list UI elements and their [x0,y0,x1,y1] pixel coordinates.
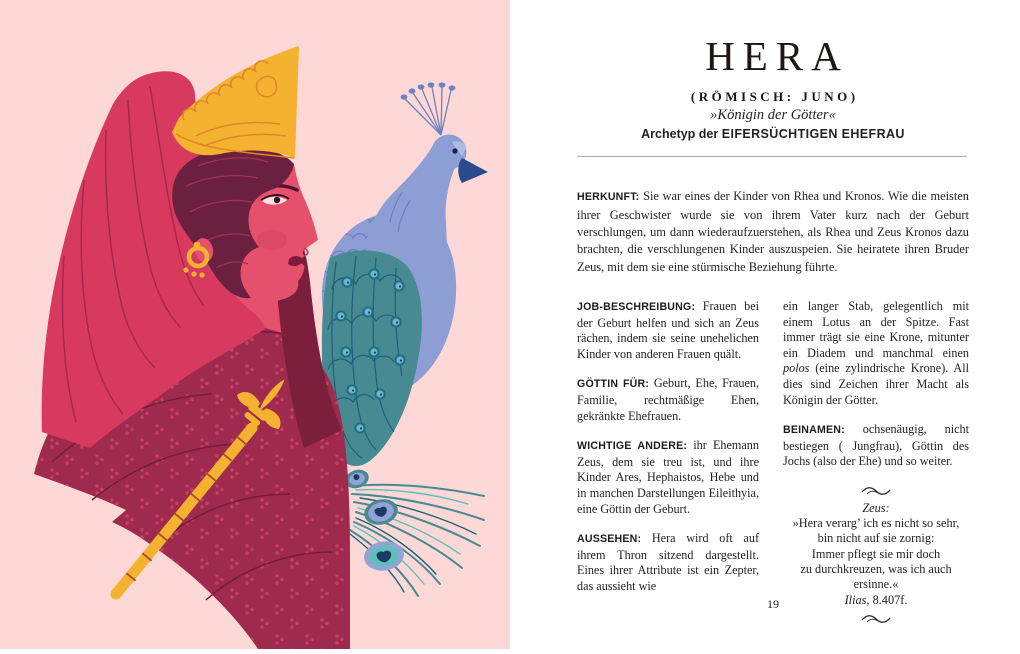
quote-line: zu durchkreuzen, was ich auch ersinne.« [800,561,952,591]
section-divider [577,156,967,157]
goettin-paragraph [577,376,759,424]
beinamen-paragraph [783,422,969,470]
beinamen-label: BEINAMEN: [783,424,845,437]
quote-source-ref: 8.407f. [869,593,908,608]
quote-source-work: Ilias, [844,593,870,608]
beinamen-text: ochsenäugig, nicht bestiegen ( Jungfrau), Göttin des Jochs (also der Ehe) und so weiter. [783,422,969,469]
quote-line: »Hera verarg’ ich es nicht so sehr, [792,516,960,531]
job-text: Frauen bei der Geburt helfen und sich an Zeus rächen, indem sie seine unehelichen Kinder von anderen Frauen quält. [577,299,760,361]
quote-ornament-icon [861,613,891,625]
aussehen-text: Hera wird oft auf ihrem Thron sitzend dargestellt. Eines ihrer Attribute ist ein Zepter, das aussieht wie [577,531,759,593]
aussehen-paragraph [577,531,759,594]
job-label: JOB-BESCHREIBUNG: [577,301,696,313]
epithet: »Königin der Götter« [710,107,836,123]
peacock-eye [452,148,457,153]
quote-line: Immer pflegt sie mir doch [811,546,941,561]
quote-line: bin nicht auf sie zornig: [817,531,935,546]
archetype-prefix: Archetyp der [641,127,719,141]
right-column [783,299,969,629]
wichtige-text: ihr Ehemann Zeus, dem sie treu ist, und ihre Kinder Ares, Hephaistos, Hebe und in manchen Darstellungen Eileithyia, eine Göttin der Geburt. [577,438,759,516]
roman-name: (RÖMISCH: JUNO) [690,89,859,104]
illustration-panel [0,0,510,649]
page-header [577,34,969,141]
text-page [510,0,1020,649]
page-title: HERA [705,33,849,79]
herkunft-text: Sie war eines der Kinder von Rhea und Kronos. Wie die meisten ihrer Geschwister wurde sie von ihrem Vater kurz nach der Geburt verschlungen, um dann wiederaufzuerstehen, als Rhea und Zeus Kronos dazu brachten, die verschlungenen Kinder auszuspeien. Sie heiratete ihren Bruder Zeus, mit dem sie eine stürmische Beziehung führte. [577,189,969,274]
wichtige-label: WICHTIGE ANDERE: [577,440,688,453]
aussehen-label: AUSSEHEN: [577,533,642,546]
aussehen-continuation [783,299,969,408]
cheek-blush [257,230,287,250]
two-column-section [577,299,969,629]
hera-illustration [0,0,510,649]
quote-attribution: Zeus: [862,500,890,515]
herkunft-label: HERKUNFT: [577,191,640,204]
continuation-part1: ein langer Stab, gelegentlich mit einem Lotus an der Spitze. Fast immer trägt sie eine Krone, mitunter ein Diadem und manchmal einen [783,299,969,360]
goettin-text: Geburt, Ehe, Frauen, Familie, rechtmäßige Ehen, gekränkte Ehefrauen. [577,376,760,423]
wichtige-paragraph [577,438,759,517]
herkunft-paragraph [577,188,969,275]
page-number: 19 [767,597,779,611]
continuation-part2: (eine zylindrische Krone). All dies sind Zeichen ihrer Macht als Königin der Götter. [783,361,969,407]
archetype-line [577,127,969,141]
continuation-italic-word: polos [783,361,810,376]
goettin-label: GÖTTIN FÜR: [577,378,650,391]
job-paragraph [577,299,759,362]
left-column [577,299,759,629]
archetype-emphasis: EIFERSÜCHTIGEN EHEFRAU [721,127,905,141]
iris [274,197,280,203]
quote-ornament-icon [861,485,891,497]
